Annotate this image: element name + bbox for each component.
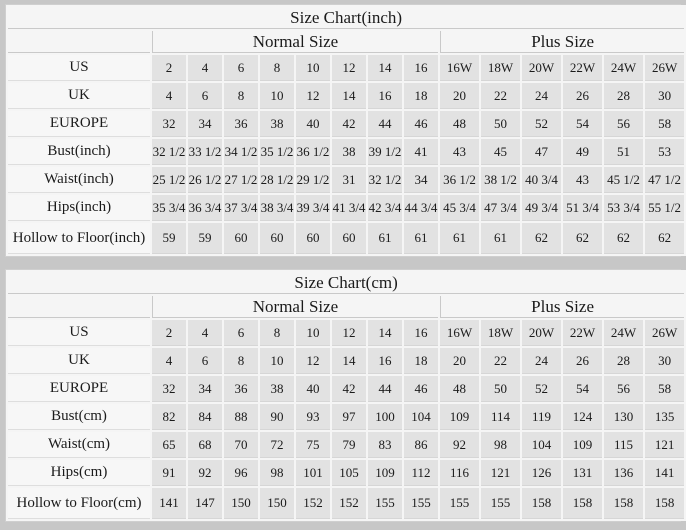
size-value-cell: 44 3/4 [404, 195, 438, 221]
size-value-cell: 16 [368, 348, 402, 374]
size-value-cell: 26 [563, 348, 602, 374]
size-value-cell: 24 [522, 83, 561, 109]
row-label: Hips(inch) [8, 195, 150, 221]
size-value-cell: 10 [296, 55, 330, 81]
table-row [8, 488, 684, 519]
size-value-cell: 6 [188, 83, 222, 109]
size-value-cell: 53 [645, 139, 684, 165]
size-value-cell: 4 [152, 83, 186, 109]
size-value-cell: 152 [296, 488, 330, 519]
size-value-cell: 33 1/2 [188, 139, 222, 165]
size-value-cell: 119 [522, 404, 561, 430]
size-value-cell: 39 1/2 [368, 139, 402, 165]
size-value-cell: 41 [404, 139, 438, 165]
size-value-cell: 50 [481, 111, 520, 137]
size-value-cell: 62 [563, 223, 602, 254]
group-header-normal-size: Normal Size [152, 296, 438, 318]
size-value-cell: 22W [563, 55, 602, 81]
size-value-cell: 136 [604, 460, 643, 486]
size-value-cell: 8 [224, 83, 258, 109]
size-value-cell: 61 [368, 223, 402, 254]
size-value-cell: 109 [563, 432, 602, 458]
size-value-cell: 51 3/4 [563, 195, 602, 221]
size-value-cell: 49 [563, 139, 602, 165]
size-value-cell: 34 [188, 376, 222, 402]
table-row [8, 195, 684, 221]
size-value-cell: 105 [332, 460, 366, 486]
size-value-cell: 62 [645, 223, 684, 254]
size-value-cell: 62 [604, 223, 643, 254]
size-value-cell: 61 [440, 223, 479, 254]
size-value-cell: 150 [224, 488, 258, 519]
size-chart-inch-table [6, 5, 686, 256]
table-row [8, 167, 684, 193]
size-value-cell: 56 [604, 111, 643, 137]
size-value-cell: 10 [296, 320, 330, 346]
size-value-cell: 39 3/4 [296, 195, 330, 221]
row-label: US [8, 320, 150, 346]
size-value-cell: 44 [368, 376, 402, 402]
row-label: Hollow to Floor(inch) [8, 223, 150, 254]
size-value-cell: 45 [481, 139, 520, 165]
size-value-cell: 52 [522, 376, 561, 402]
size-value-cell: 152 [332, 488, 366, 519]
size-value-cell: 20W [522, 55, 561, 81]
size-value-cell: 65 [152, 432, 186, 458]
size-value-cell: 16W [440, 320, 479, 346]
group-header-plus-size: Plus Size [440, 31, 684, 53]
size-value-cell: 46 [404, 111, 438, 137]
size-value-cell: 42 [332, 111, 366, 137]
size-value-cell: 2 [152, 320, 186, 346]
size-value-cell: 54 [563, 376, 602, 402]
size-value-cell: 42 [332, 376, 366, 402]
size-value-cell: 62 [522, 223, 561, 254]
row-label: UK [8, 348, 150, 374]
size-value-cell: 49 3/4 [522, 195, 561, 221]
size-value-cell: 24W [604, 320, 643, 346]
size-value-cell: 55 1/2 [645, 195, 684, 221]
table-row [8, 432, 684, 458]
size-value-cell: 38 [260, 376, 294, 402]
size-value-cell: 42 3/4 [368, 195, 402, 221]
size-value-cell: 47 1/2 [645, 167, 684, 193]
size-value-cell: 14 [332, 83, 366, 109]
table-row [8, 348, 684, 374]
size-value-cell: 18W [481, 320, 520, 346]
table-row [8, 83, 684, 109]
size-value-cell: 135 [645, 404, 684, 430]
size-value-cell: 40 [296, 111, 330, 137]
size-value-cell: 58 [645, 111, 684, 137]
size-value-cell: 37 3/4 [224, 195, 258, 221]
size-chart-cm-body [8, 320, 684, 519]
size-value-cell: 109 [368, 460, 402, 486]
size-chart-inch [5, 4, 681, 257]
table-title: Size Chart(inch) [8, 7, 684, 29]
size-value-cell: 14 [368, 55, 402, 81]
size-value-cell: 26 [563, 83, 602, 109]
size-value-cell: 92 [440, 432, 479, 458]
size-value-cell: 24W [604, 55, 643, 81]
size-value-cell: 84 [188, 404, 222, 430]
size-value-cell: 75 [296, 432, 330, 458]
size-value-cell: 43 [563, 167, 602, 193]
size-value-cell: 36 3/4 [188, 195, 222, 221]
size-value-cell: 58 [645, 376, 684, 402]
size-value-cell: 52 [522, 111, 561, 137]
row-label: Waist(cm) [8, 432, 150, 458]
size-chart-cm [5, 269, 681, 522]
size-value-cell: 35 3/4 [152, 195, 186, 221]
size-value-cell: 90 [260, 404, 294, 430]
size-value-cell: 91 [152, 460, 186, 486]
table-row [8, 404, 684, 430]
size-value-cell: 18 [404, 348, 438, 374]
size-value-cell: 18W [481, 55, 520, 81]
table-row [8, 223, 684, 254]
size-value-cell: 88 [224, 404, 258, 430]
size-value-cell: 36 1/2 [440, 167, 479, 193]
size-value-cell: 34 1/2 [224, 139, 258, 165]
size-value-cell: 60 [332, 223, 366, 254]
table-row [8, 320, 684, 346]
size-value-cell: 4 [152, 348, 186, 374]
size-value-cell: 130 [604, 404, 643, 430]
size-value-cell: 45 3/4 [440, 195, 479, 221]
size-value-cell: 25 1/2 [152, 167, 186, 193]
size-value-cell: 38 [260, 111, 294, 137]
size-value-cell: 8 [260, 55, 294, 81]
row-label: EUROPE [8, 376, 150, 402]
size-value-cell: 101 [296, 460, 330, 486]
size-value-cell: 36 [224, 376, 258, 402]
table-title: Size Chart(cm) [8, 272, 684, 294]
size-value-cell: 131 [563, 460, 602, 486]
size-value-cell: 34 [404, 167, 438, 193]
size-value-cell: 59 [152, 223, 186, 254]
size-value-cell: 158 [522, 488, 561, 519]
size-value-cell: 32 [152, 111, 186, 137]
size-value-cell: 12 [332, 320, 366, 346]
size-value-cell: 12 [296, 348, 330, 374]
size-value-cell: 104 [522, 432, 561, 458]
size-value-cell: 29 1/2 [296, 167, 330, 193]
size-value-cell: 28 [604, 83, 643, 109]
size-value-cell: 24 [522, 348, 561, 374]
size-value-cell: 32 1/2 [152, 139, 186, 165]
size-value-cell: 12 [296, 83, 330, 109]
row-label: US [8, 55, 150, 81]
size-chart-inch-body [8, 55, 684, 254]
size-value-cell: 121 [481, 460, 520, 486]
size-value-cell: 155 [481, 488, 520, 519]
size-value-cell: 158 [563, 488, 602, 519]
size-value-cell: 114 [481, 404, 520, 430]
size-value-cell: 97 [332, 404, 366, 430]
row-label: EUROPE [8, 111, 150, 137]
size-value-cell: 141 [152, 488, 186, 519]
size-value-cell: 112 [404, 460, 438, 486]
group-header-normal-size: Normal Size [152, 31, 438, 53]
size-value-cell: 32 [152, 376, 186, 402]
row-label: Hips(cm) [8, 460, 150, 486]
size-value-cell: 72 [260, 432, 294, 458]
corner-cell [8, 296, 150, 318]
size-value-cell: 121 [645, 432, 684, 458]
size-value-cell: 124 [563, 404, 602, 430]
table-title-row [8, 272, 684, 294]
size-value-cell: 60 [296, 223, 330, 254]
size-value-cell: 155 [368, 488, 402, 519]
size-value-cell: 40 [296, 376, 330, 402]
row-label: Bust(inch) [8, 139, 150, 165]
size-value-cell: 16 [404, 55, 438, 81]
row-label: UK [8, 83, 150, 109]
size-value-cell: 10 [260, 83, 294, 109]
size-value-cell: 43 [440, 139, 479, 165]
size-value-cell: 60 [224, 223, 258, 254]
size-value-cell: 115 [604, 432, 643, 458]
size-value-cell: 22 [481, 83, 520, 109]
size-value-cell: 100 [368, 404, 402, 430]
size-value-cell: 38 1/2 [481, 167, 520, 193]
size-value-cell: 30 [645, 348, 684, 374]
size-value-cell: 4 [188, 55, 222, 81]
row-label: Hollow to Floor(cm) [8, 488, 150, 519]
size-value-cell: 48 [440, 376, 479, 402]
size-chart-cm-table [6, 270, 686, 521]
size-value-cell: 12 [332, 55, 366, 81]
size-value-cell: 6 [224, 55, 258, 81]
size-value-cell: 47 [522, 139, 561, 165]
size-value-cell: 10 [260, 348, 294, 374]
size-value-cell: 35 1/2 [260, 139, 294, 165]
table-row [8, 460, 684, 486]
size-value-cell: 38 [332, 139, 366, 165]
corner-cell [8, 31, 150, 53]
group-header-row [8, 31, 684, 53]
size-value-cell: 59 [188, 223, 222, 254]
size-value-cell: 150 [260, 488, 294, 519]
size-value-cell: 6 [224, 320, 258, 346]
size-value-cell: 141 [645, 460, 684, 486]
size-value-cell: 53 3/4 [604, 195, 643, 221]
size-value-cell: 16W [440, 55, 479, 81]
size-value-cell: 4 [188, 320, 222, 346]
size-value-cell: 48 [440, 111, 479, 137]
size-value-cell: 158 [604, 488, 643, 519]
size-value-cell: 46 [404, 376, 438, 402]
size-value-cell: 86 [404, 432, 438, 458]
size-value-cell: 68 [188, 432, 222, 458]
size-value-cell: 30 [645, 83, 684, 109]
group-header-row [8, 296, 684, 318]
size-value-cell: 8 [224, 348, 258, 374]
table-row [8, 111, 684, 137]
size-value-cell: 36 1/2 [296, 139, 330, 165]
size-value-cell: 92 [188, 460, 222, 486]
size-value-cell: 147 [188, 488, 222, 519]
size-value-cell: 60 [260, 223, 294, 254]
size-value-cell: 98 [260, 460, 294, 486]
table-row [8, 376, 684, 402]
size-value-cell: 45 1/2 [604, 167, 643, 193]
size-value-cell: 54 [563, 111, 602, 137]
size-value-cell: 2 [152, 55, 186, 81]
table-row [8, 139, 684, 165]
size-value-cell: 28 1/2 [260, 167, 294, 193]
size-value-cell: 40 3/4 [522, 167, 561, 193]
size-value-cell: 41 3/4 [332, 195, 366, 221]
size-value-cell: 109 [440, 404, 479, 430]
size-value-cell: 14 [368, 320, 402, 346]
size-value-cell: 116 [440, 460, 479, 486]
size-value-cell: 96 [224, 460, 258, 486]
size-value-cell: 155 [404, 488, 438, 519]
size-value-cell: 20W [522, 320, 561, 346]
size-value-cell: 27 1/2 [224, 167, 258, 193]
table-title-row [8, 7, 684, 29]
size-value-cell: 22 [481, 348, 520, 374]
size-value-cell: 26W [645, 320, 684, 346]
size-value-cell: 26W [645, 55, 684, 81]
size-value-cell: 34 [188, 111, 222, 137]
size-value-cell: 16 [368, 83, 402, 109]
size-value-cell: 31 [332, 167, 366, 193]
size-value-cell: 79 [332, 432, 366, 458]
size-value-cell: 47 3/4 [481, 195, 520, 221]
size-value-cell: 61 [481, 223, 520, 254]
size-value-cell: 6 [188, 348, 222, 374]
size-value-cell: 18 [404, 83, 438, 109]
size-value-cell: 98 [481, 432, 520, 458]
size-value-cell: 8 [260, 320, 294, 346]
size-value-cell: 38 3/4 [260, 195, 294, 221]
size-value-cell: 61 [404, 223, 438, 254]
size-value-cell: 32 1/2 [368, 167, 402, 193]
size-value-cell: 50 [481, 376, 520, 402]
size-value-cell: 155 [440, 488, 479, 519]
row-label: Bust(cm) [8, 404, 150, 430]
size-value-cell: 36 [224, 111, 258, 137]
size-value-cell: 93 [296, 404, 330, 430]
size-value-cell: 83 [368, 432, 402, 458]
size-value-cell: 14 [332, 348, 366, 374]
size-value-cell: 16 [404, 320, 438, 346]
size-value-cell: 56 [604, 376, 643, 402]
size-value-cell: 22W [563, 320, 602, 346]
table-row [8, 55, 684, 81]
size-value-cell: 51 [604, 139, 643, 165]
size-value-cell: 126 [522, 460, 561, 486]
size-value-cell: 158 [645, 488, 684, 519]
size-value-cell: 26 1/2 [188, 167, 222, 193]
group-header-plus-size: Plus Size [440, 296, 684, 318]
size-value-cell: 70 [224, 432, 258, 458]
row-label: Waist(inch) [8, 167, 150, 193]
size-value-cell: 28 [604, 348, 643, 374]
size-value-cell: 82 [152, 404, 186, 430]
size-value-cell: 20 [440, 348, 479, 374]
size-value-cell: 104 [404, 404, 438, 430]
size-value-cell: 20 [440, 83, 479, 109]
size-value-cell: 44 [368, 111, 402, 137]
